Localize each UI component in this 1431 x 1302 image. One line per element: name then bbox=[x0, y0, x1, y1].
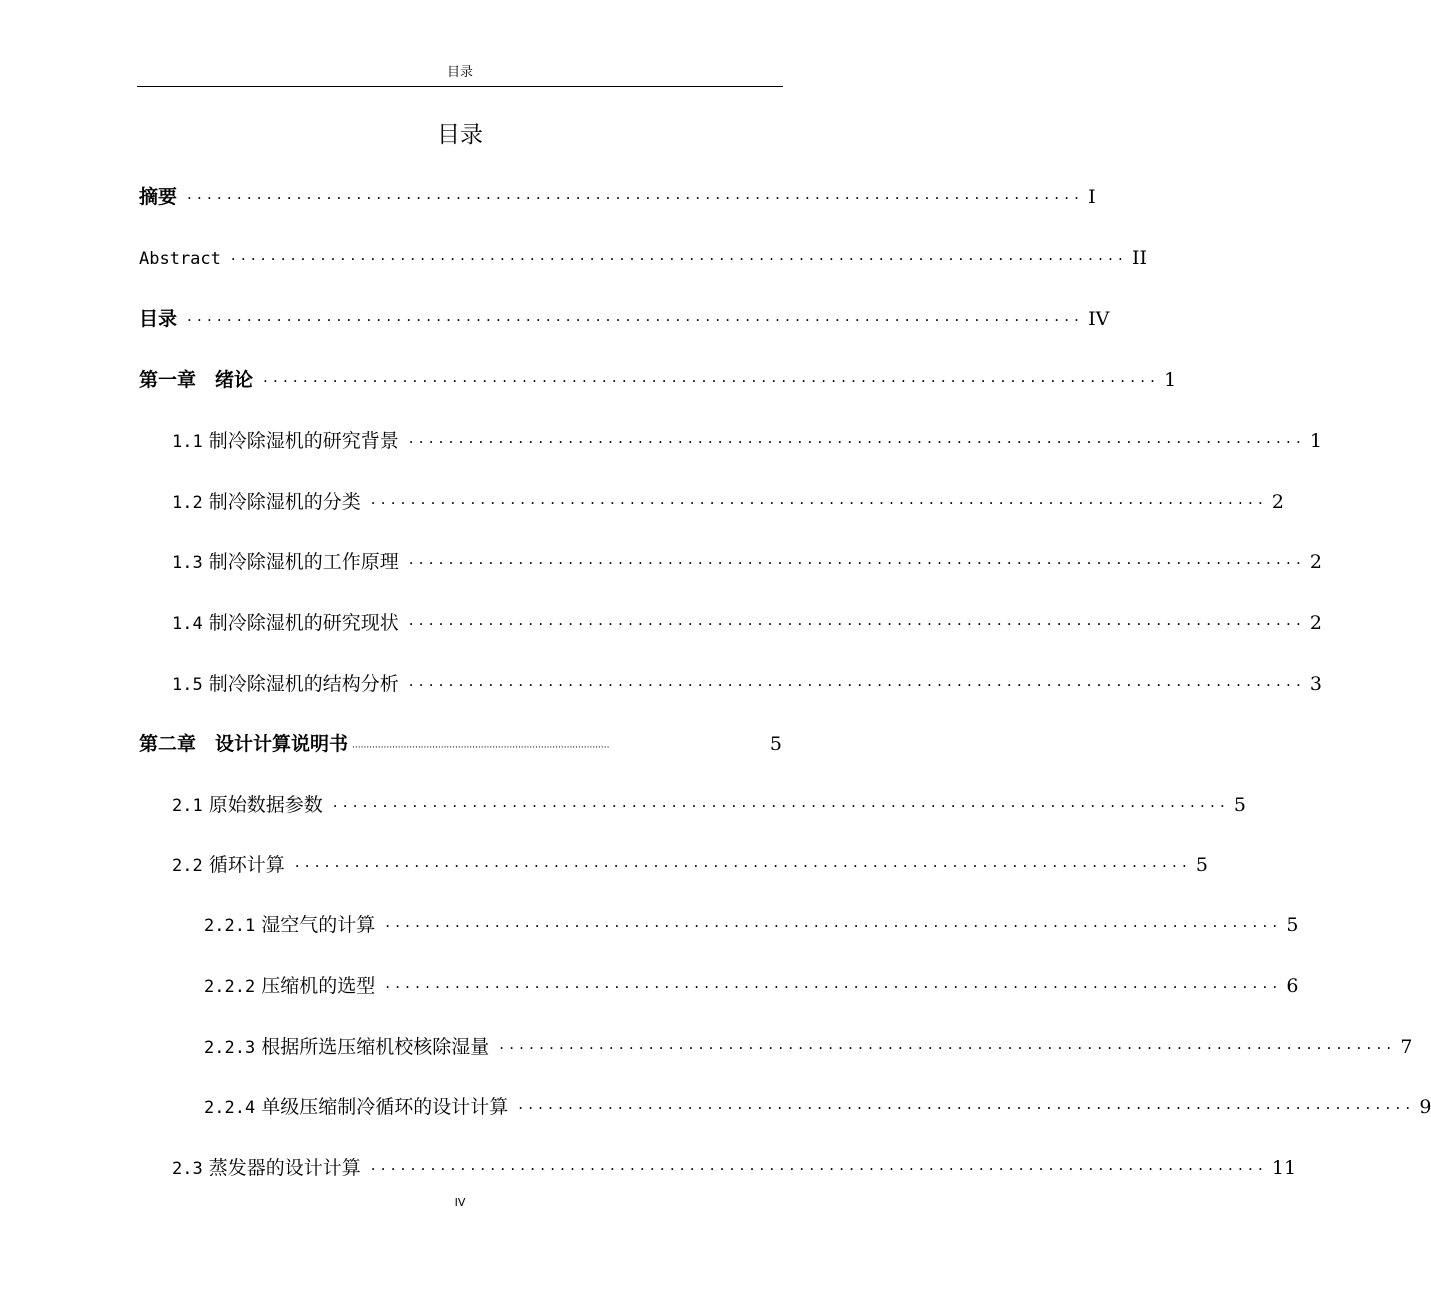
toc-entry-number: 2.2.3 bbox=[204, 1038, 256, 1058]
toc-entry-section-2-1[interactable] bbox=[172, 792, 1247, 819]
toc-entry-label: 第二章 设计计算说明书 bbox=[139, 733, 349, 755]
toc-entry-section-2-2-4[interactable] bbox=[204, 1094, 1431, 1121]
dot-leader: ·························································································· bbox=[499, 1039, 1397, 1057]
toc-entry-label: 目录 bbox=[139, 308, 178, 330]
toc-entry-number: 2.2.4 bbox=[204, 1098, 256, 1118]
toc-entry-label: 制冷除湿机的结构分析 bbox=[208, 673, 399, 695]
dot-leader: ·························································································· bbox=[408, 433, 1306, 451]
toc-entry-label: 摘要 bbox=[139, 186, 178, 208]
toc-entry-page: I bbox=[1088, 186, 1096, 208]
dot-leader: ·························································································· bbox=[408, 554, 1306, 572]
toc-entry-label: 第一章 绪论 bbox=[139, 369, 254, 391]
dot-leader: ·························································································· bbox=[370, 1160, 1268, 1178]
dot-leader: ·························································································· bbox=[385, 917, 1283, 935]
toc-entry-section-2-2-2[interactable] bbox=[204, 973, 1299, 1000]
toc-entry-label: 制冷除湿机的研究背景 bbox=[208, 430, 399, 452]
toc-entry-label: 制冷除湿机的分类 bbox=[208, 491, 361, 513]
toc-entry-section-2-3[interactable] bbox=[172, 1155, 1297, 1182]
toc-entry-page: 2 bbox=[1309, 551, 1323, 573]
toc-entry-page: IV bbox=[1088, 308, 1110, 330]
toc-entry-label: 制冷除湿机的工作原理 bbox=[208, 551, 399, 573]
toc-title: 目录 bbox=[437, 122, 483, 148]
toc-entry-page: II bbox=[1132, 247, 1148, 269]
running-header: 目录 bbox=[446, 65, 473, 80]
toc-entry-label: 蒸发器的设计计算 bbox=[208, 1157, 361, 1179]
toc-entry-label: 单级压缩制冷循环的设计计算 bbox=[261, 1096, 509, 1118]
toc-entry-number: 1.3 bbox=[172, 553, 203, 573]
dot-leader: ·························································································· bbox=[263, 372, 1161, 390]
dot-leader: ·························································································· bbox=[187, 189, 1085, 207]
toc-entry-section-1-4[interactable] bbox=[172, 610, 1323, 637]
dot-leader: ·························································································· bbox=[370, 494, 1268, 512]
toc-entry-section-1-5[interactable] bbox=[172, 671, 1323, 698]
toc-entry-label: 原始数据参数 bbox=[208, 794, 323, 816]
toc-entry-section-1-1[interactable] bbox=[172, 428, 1323, 455]
toc-entry-page: 5 bbox=[1233, 794, 1247, 816]
toc-entry-number: 2.2.2 bbox=[204, 977, 256, 997]
toc-entry-page: 11 bbox=[1271, 1157, 1297, 1179]
toc-entry-page: 2 bbox=[1309, 612, 1323, 634]
toc-entry-page: 5 bbox=[1195, 854, 1209, 876]
toc-entry-label: 压缩机的选型 bbox=[261, 975, 376, 997]
toc-entry-abstract-cn[interactable] bbox=[139, 184, 1096, 211]
toc-entry-page: 5 bbox=[1286, 914, 1299, 936]
toc-entry-page: 6 bbox=[1286, 975, 1299, 997]
toc-entry-page: 7 bbox=[1400, 1036, 1413, 1058]
toc-entry-page: 3 bbox=[1309, 673, 1323, 695]
toc-entry-label: 根据所选压缩机校核除湿量 bbox=[261, 1036, 490, 1058]
dot-leader: ·························································································· bbox=[352, 743, 610, 753]
toc-entry-number: 2.2 bbox=[172, 856, 203, 876]
toc-entry-section-2-2-1[interactable] bbox=[204, 912, 1299, 939]
toc-entry-page: 1 bbox=[1309, 430, 1323, 452]
toc-entry-number: 1.2 bbox=[172, 493, 203, 513]
toc-entry-number: 1.5 bbox=[172, 675, 203, 695]
toc-entry-page: 1 bbox=[1164, 369, 1177, 391]
dot-leader: ·························································································· bbox=[187, 311, 1085, 329]
dot-leader: ·························································································· bbox=[408, 615, 1306, 633]
toc-entry-number: 2.2.1 bbox=[204, 916, 256, 936]
toc-entry-label: Abstract bbox=[139, 249, 221, 269]
toc-entry-page: 2 bbox=[1271, 491, 1285, 513]
toc-entry-page: 5 bbox=[769, 733, 782, 755]
toc-entry-label: 循环计算 bbox=[208, 854, 285, 876]
toc-entry-section-2-2-3[interactable] bbox=[204, 1034, 1413, 1061]
toc-entry-number: 2.1 bbox=[172, 796, 203, 816]
dot-leader: ·························································································· bbox=[230, 250, 1129, 268]
toc-entry-number: 2.3 bbox=[172, 1159, 203, 1179]
toc-entry-section-1-3[interactable] bbox=[172, 549, 1323, 576]
toc-entry-label: 制冷除湿机的研究现状 bbox=[208, 612, 399, 634]
dot-leader: ·························································································· bbox=[385, 978, 1283, 996]
toc-entry-chapter-2[interactable] bbox=[139, 731, 782, 761]
toc-entry-abstract-en[interactable] bbox=[139, 245, 1148, 272]
toc-entry-contents[interactable] bbox=[139, 306, 1110, 333]
dot-leader: ·························································································· bbox=[408, 676, 1306, 694]
toc-entry-chapter-1[interactable] bbox=[139, 367, 1177, 394]
header-rule bbox=[137, 86, 783, 87]
toc-entry-page: 9 bbox=[1419, 1096, 1431, 1118]
dot-leader: ·························································································· bbox=[294, 857, 1192, 875]
toc-entry-number: 1.4 bbox=[172, 614, 203, 634]
toc-entry-section-1-2[interactable] bbox=[172, 489, 1285, 516]
dot-leader: ·························································································· bbox=[332, 797, 1230, 815]
dot-leader: ·························································································· bbox=[518, 1099, 1416, 1117]
toc-entry-label: 湿空气的计算 bbox=[261, 914, 376, 936]
page-number: IV bbox=[454, 1196, 466, 1209]
toc-entry-section-2-2[interactable] bbox=[172, 852, 1209, 879]
toc-entry-number: 1.1 bbox=[172, 432, 203, 452]
